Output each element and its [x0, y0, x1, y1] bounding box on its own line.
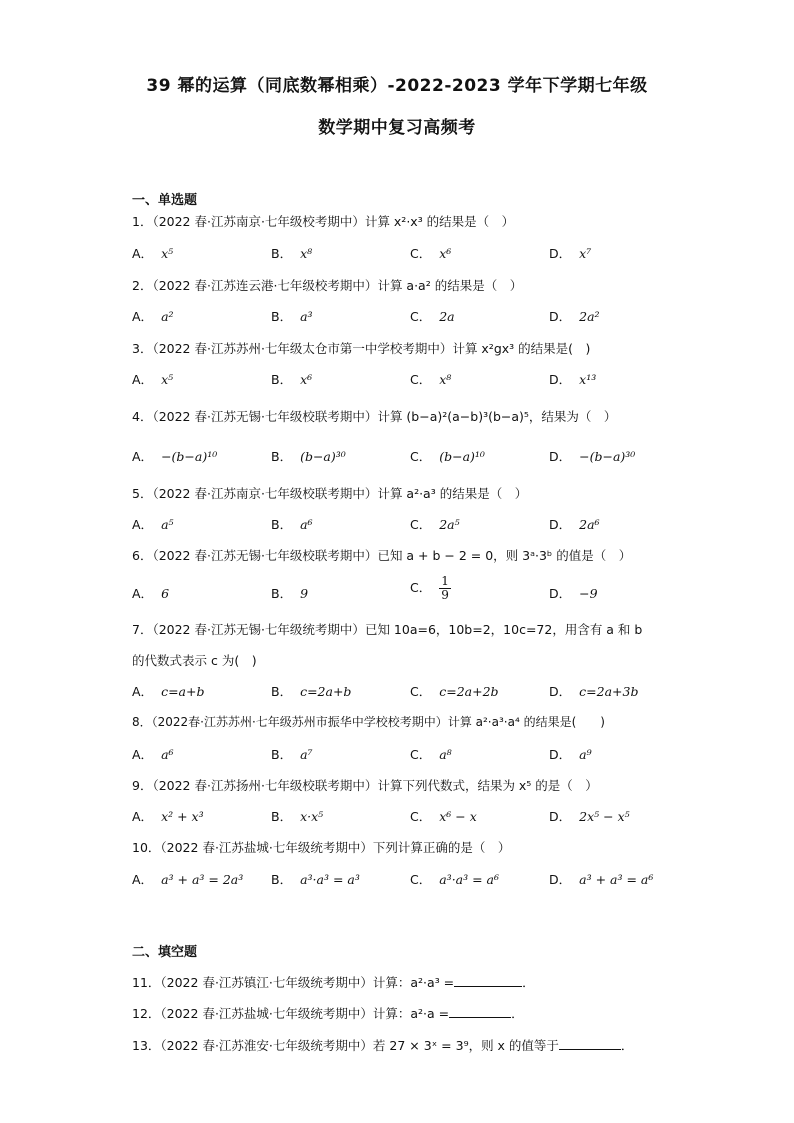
option-c[interactable]: C． a⁸: [410, 747, 452, 762]
question-11: 11．（2022 春·江苏镇江·七年级统考期中）计算：a²·a³ = ．: [132, 975, 535, 990]
question-number: 2．: [132, 278, 153, 293]
question-5: [132, 484, 527, 502]
option-a[interactable]: A． −(b−a)¹⁰: [132, 449, 218, 464]
option-a[interactable]: A． x⁵: [132, 372, 174, 387]
options-row-7: [132, 682, 692, 702]
question-stem: 已知 a + b − 2 = 0，则 3ᵃ·3ᵇ 的值是（ ）: [377, 548, 632, 563]
question-source: （2022 春·江苏南京·七年级校考期中）: [152, 214, 365, 229]
option-d[interactable]: D． x¹³: [549, 372, 597, 387]
question-stem: 计算：a²·a =: [372, 1006, 450, 1021]
option-a[interactable]: A． a⁶: [132, 747, 174, 762]
option-d[interactable]: D． 2a²: [549, 309, 600, 324]
option-b[interactable]: B． a⁷: [271, 747, 313, 762]
question-source: （2022 春·江苏无锡·七年级统考期中）: [152, 622, 365, 637]
question-stem: 计算 x²gx³ 的结果是( ): [452, 341, 591, 356]
question-source: （2022 春·江苏无锡·七年级校联考期中）: [152, 409, 378, 424]
question-2: [132, 276, 522, 294]
options-row-9: [132, 807, 692, 827]
option-c[interactable]: C． x⁶: [410, 246, 452, 261]
question-stem: 计算 (b−a)²(a−b)³(b−a)⁵，结果为（ ）: [377, 409, 617, 424]
option-d[interactable]: D． x⁷: [549, 246, 592, 261]
options-row-8: [132, 745, 692, 765]
option-c[interactable]: C． (b−a)¹⁰: [410, 449, 485, 464]
option-c[interactable]: C． x⁶ − x: [410, 809, 477, 824]
fraction: $\frac{1}{9}$: [441, 574, 449, 602]
answer-blank[interactable]: [454, 973, 522, 987]
option-c[interactable]: C． c=2a+2b: [410, 684, 499, 699]
option-a[interactable]: A． x⁵: [132, 246, 174, 261]
option-a[interactable]: A． 6: [132, 586, 170, 601]
question-stem: 计算 a·a² 的结果是（ ）: [377, 278, 523, 293]
option-b[interactable]: B． c=2a+b: [271, 684, 352, 699]
question-number: 1．: [132, 214, 153, 229]
option-d[interactable]: D． c=2a+3b: [549, 684, 639, 699]
question-9: [132, 776, 598, 794]
question-source: （2022 春·江苏南京·七年级校联考期中）: [152, 486, 378, 501]
section-heading-fill-blank: 二、填空题: [132, 945, 198, 960]
options-row-6: [132, 574, 692, 604]
option-d[interactable]: D． a⁹: [549, 747, 592, 762]
option-a[interactable]: A． a⁵: [132, 517, 174, 532]
question-stem: 计算：a²·a³ =: [372, 975, 455, 990]
question-source: （2022 春·江苏镇江·七年级统考期中）: [160, 975, 373, 990]
question-10: [132, 838, 510, 856]
question-4: [132, 407, 616, 425]
question-number: 7．: [132, 622, 153, 637]
question-stem: 计算 a²·a³·a⁴ 的结果是( ): [447, 715, 605, 729]
option-c[interactable]: C． $\frac{1}{9}$: [410, 574, 449, 602]
options-row-2: [132, 307, 692, 327]
question-number: 6．: [132, 548, 153, 563]
question-source: （2022 春·江苏盐城·七年级统考期中）: [160, 840, 373, 855]
question-stem: 计算 a²·a³ 的结果是（ ）: [377, 486, 528, 501]
question-number: 9．: [132, 778, 153, 793]
option-c[interactable]: C． 2a: [410, 309, 455, 324]
question-number: 3．: [132, 341, 153, 356]
option-d[interactable]: D． 2x⁵ − x⁵: [549, 809, 630, 824]
question-3: [132, 339, 590, 357]
document-title-line-2: 数学期中复习高频考: [318, 118, 476, 138]
question-6: [132, 546, 631, 564]
question-7-continued: 的代数式表示 c 为( ): [132, 653, 257, 668]
question-number: 10．: [132, 840, 161, 855]
options-row-5: [132, 515, 692, 535]
options-row-4: [132, 447, 692, 467]
option-b[interactable]: B． a³·a³ = a³: [271, 872, 360, 887]
option-c[interactable]: C． 2a⁵: [410, 517, 460, 532]
question-number: 8．: [132, 715, 152, 729]
option-a[interactable]: A． a²: [132, 309, 174, 324]
option-b[interactable]: B． a⁶: [271, 517, 313, 532]
option-d[interactable]: D． 2a⁶: [549, 517, 600, 532]
option-b[interactable]: B． x⁸: [271, 246, 313, 261]
question-stem: 计算下列代数式，结果为 x⁵ 的是（ ）: [377, 778, 598, 793]
option-a[interactable]: A． x² + x³: [132, 809, 204, 824]
question-number: 11．: [132, 975, 161, 990]
question-stem: 已知 10a=6，10b=2，10c=72，用含有 a 和 b: [364, 622, 643, 637]
question-source: （2022 春·江苏盐城·七年级统考期中）: [160, 1006, 373, 1021]
question-source: （2022 春·江苏淮安·七年级统考期中）: [160, 1038, 373, 1053]
question-source: （2022春·江苏苏州·七年级苏州市振华中学校校考期中）: [151, 715, 448, 729]
question-number: 5．: [132, 486, 153, 501]
option-b[interactable]: B． 9: [271, 586, 309, 601]
options-row-10: [132, 870, 692, 890]
question-13: 13．（2022 春·江苏淮安·七年级统考期中）若 27 × 3ˣ = 3⁹，则 x 的值等于 ．: [132, 1038, 634, 1053]
options-row-3: [132, 370, 692, 390]
question-number: 13．: [132, 1038, 161, 1053]
question-12: 12．（2022 春·江苏盐城·七年级统考期中）计算：a²·a = ．: [132, 1006, 524, 1021]
question-source: （2022 春·江苏连云港·七年级校考期中）: [152, 278, 378, 293]
option-c[interactable]: C． x⁸: [410, 372, 452, 387]
answer-blank[interactable]: [559, 1036, 621, 1050]
option-a[interactable]: A． c=a+b: [132, 684, 205, 699]
option-a[interactable]: A． a³ + a³ = 2a³: [132, 872, 244, 887]
option-d[interactable]: D． a³ + a³ = a⁶: [549, 872, 654, 887]
section-heading-single-choice: 一、单选题: [132, 193, 198, 208]
question-stem: 下列计算正确的是（ ）: [372, 840, 511, 855]
question-number: 12．: [132, 1006, 161, 1021]
question-1: [132, 212, 514, 230]
option-b[interactable]: B． x·x⁵: [271, 809, 324, 824]
option-d[interactable]: D． −9: [549, 586, 598, 601]
question-source: （2022 春·江苏扬州·七年级校联考期中）: [152, 778, 378, 793]
options-row-1: [132, 244, 692, 264]
question-number: 4．: [132, 409, 153, 424]
document-title-line-1: 39 幂的运算（同底数幂相乘）-2022-2023 学年下学期七年级: [146, 76, 648, 96]
answer-blank[interactable]: [449, 1004, 511, 1018]
option-b[interactable]: B． (b−a)³⁰: [271, 449, 346, 464]
option-d[interactable]: D． −(b−a)³⁰: [549, 449, 636, 464]
option-c[interactable]: C． a³·a³ = a⁶: [410, 872, 500, 887]
question-stem: 计算 x²·x³ 的结果是（ ）: [364, 214, 515, 229]
question-7: [132, 620, 642, 638]
question-source: （2022 春·江苏无锡·七年级校联考期中）: [152, 548, 378, 563]
option-b[interactable]: B． a³: [271, 309, 313, 324]
question-8: [132, 713, 605, 730]
question-stem: 若 27 × 3ˣ = 3⁹，则 x 的值等于: [372, 1038, 559, 1053]
question-source: （2022 春·江苏苏州·七年级太仓市第一中学校考期中）: [152, 341, 453, 356]
option-b[interactable]: B． x⁶: [271, 372, 313, 387]
